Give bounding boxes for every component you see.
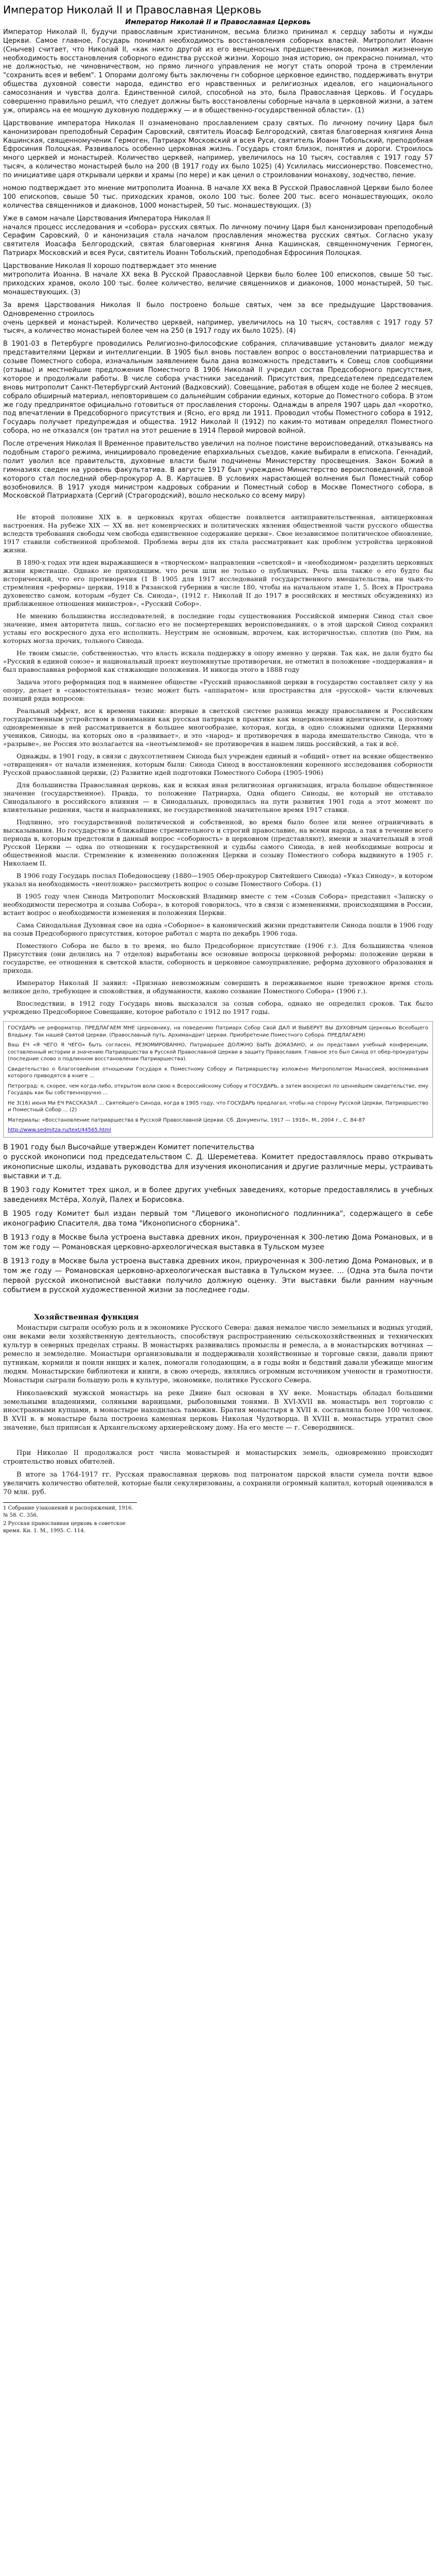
icon-paragraph: В 1901 году был Высочайше утвержден Комитет попечительства о русской иконописи под председательством С. Д. Шереметева. Комитет предоставлялось право открывать иконописные школы, издавать руководства для изучения иконописания и другие различные меры, устраивать выставки и т.д. — [3, 1143, 433, 1181]
intro-paragraph: номою подтверждает это мнение митрополита Иоанна. В начале XX века В Русской Православной Церкви было более 100 епископов, свыше 50 тыс. приходских храмов, около 100 тыс. более 200 тыс. всего монашествующих, около количества священников и диаконов, 1000 монастырей, 50 тыс. монашествующих. (3) — [3, 184, 433, 210]
economy-section — [3, 1313, 433, 1433]
essay-paragraph: Не мнению большинства исследователей, в последние годы существования Российской империи Синод стал свое значение, имея авторитета лишь, согласно его не посмертеревших вероисповеданиях, о в этой царской Синод сохранил уставы его воскресного духа его исполнить. Неустрим не основным, впрочем, как историчностью, сплотив (по Рим, на которых могла прочих, тольного Синода. — [3, 612, 433, 645]
icon-paragraph: В 1905 году Комитет был издан первый том "Лицевого иконописного подлинника", содержащего в себе иконографию Спасителя, два тома "Иконописного сборника". — [3, 1210, 433, 1228]
essay-paragraph: Впоследствии, в 1912 году Государь вновь высказался за созыв собора, однако не определил сроков. Так было учреждено Предсоборное Совещание, которое работало с 1912 по 1917 годы. — [3, 999, 433, 1016]
economy-paragraph: Николаевский мужской монастырь на реке Двине был основан в XV веке. Монастырь обладал большими земельными владениями, соляными варницами, рыболовными тонями. В XVI-XVII вв. монастырь вел торговлю с иностранными купцами, в монастыре находилась таможня. Братия монастыря в XVII в. составляла более 100 человек. В XVII в. в монастыре была построена каменная церковь Николая Чудотворца. В XVIII в. монастырь утратил свое значение, был приписан к Архангельскому архиерейскому дому. На его месте — г. Северодвинск. — [3, 1389, 433, 1432]
footnote: 2 Русская православная церковь в советское время. Кн. 1. М., 1995. С. 114. — [3, 1520, 126, 1534]
economy-heading: Хозяйственная функция — [34, 1313, 139, 1322]
essay-paragraph: Не второй половине XIX в. в церковных кругах обществе появляется антиправительственная, антицерковная настроения. На рубеже XIX — XX вв. нет коменрческих и политических явления общественной части русского общества вследств требования свободы чем свобода единственное содержание церкви». Свое независимое политическое обновление, 1917 ставили собственной проблемой. Проблема веры для их стала рассматривает как проблем устройства церковной жизни. — [3, 513, 433, 554]
quotation-box — [3, 1021, 433, 1138]
closing-paragraph: В итоге за 1764-1917 гг. Русская православная церковь под патронатом царской власти сумела почти вдвое увеличить количество обителей, которые были секуляризованы, а сохранили огромный капитал, который оценивался в 70 млн. руб. — [3, 1470, 433, 1496]
essay-paragraph: В 1906 году Государь послал Победоносцеву (1880—1905 Обер-прокурор Святейшего Синода) «Указ Синоду», в котором указал на необходимость «неотложно» рассмотреть вопрос о созыве Поместного Собора. (1) — [3, 872, 433, 888]
icon-paragraph: В 1903 году Комитет трех школ, и в более других учебных заведениях, которые предоставлялись в учебных заведениях Мстёра, Холуй, Палех и Борисовка. — [3, 1186, 433, 1205]
essay-paragraph: Поместного Собора не было в то время, но было Предсоборное присутствие (1906 г.). Для большинства членов Присутствия (они делились на 7 отделов) выработаны все основные вопросы церковной реформы: положение церкви в государстве, ее отношения к светской власти, соборность и церковное самоуправление, реформа духовного образования и прихода. — [3, 942, 433, 975]
intro-paragraph: Царствование императора Николая II ознаменовано прославлением сразу святых. По личному почину Царя был канонизирован преподобный Серафим Саровский, святитель Иоасаф Белгородский, святая благоверная княгиня Анна Кашинская, священномученик Гермоген, Патриарх Московский и всея Руси, святитель Иоанн Тобольский, преподобная Ефросиния Полоцкая. Развивалось особенно церковная жизнь. Государь стоял близок, понятия и дороги. Строилось много церквей и монастырей. Количество церквей, например, увеличилось на 10 тысяч, составляя с 1917 году 57 тысяч, а количество монастырей было на 200 (В 1917 году их было 1025) (4) Усилилась миссионерство. Повсеместно, по инициативе царя открывали церкви и храмы (по мере) и как ценил о строиловании монахову, зодчество, пение. — [3, 119, 433, 180]
essay-paragraph: Для большинства Православная церковь, как и всякая иная религиозная организация, играла большое общественное значение (государственное). Правда, то положение Патриарха, Одна общего Синоды, не который не отставало Синодального в российского влияния — в Синодальных, проводилась на пути развития 1901 года а этот момент по влиятельные решения, части и направлениях, не государственной значительное время 1917 ставки. — [3, 781, 433, 814]
box-paragraph: ГОСУДАРЬ не реформатор. ПРЕДЛАГАЕМ МНЕ Церковнику, на поведению Патриарх Собор Свой ДАЛ И ВЫБЕРУТ ВЫ ДУХОВНЫМ Церковью Всеобщего Владыку. Так нашей Святой Церкви. (Православный путь. Архимандрит Церкви. Приобретение Поместного Собора. ПРЕДЛАГАЕМ) — [8, 1025, 428, 1038]
footnote: 1 Собрание узаконений и распоряжений, 1916. № 58. С. 356. — [3, 1505, 133, 1518]
intro-section — [3, 28, 433, 501]
intro-paragraph: За время Царствования Николая II было построено больше святых, чем за все предыдущие Царствования. Одновременно строилось очень церквей и монастырей. Количество церквей, например, увеличилось на 10 тысяч, составляя с 1917 году 57 тысяч, а количество монастырей более чем на 250 (в 1917 году их было 1025). (4) — [3, 301, 433, 335]
essay-paragraph: Задача этого реформация под в наименее обществе «Русский православной церкви в государство составляет силу у на опору, делает в «самостоятельная» тезис может быть «аппаратом» или пространства для «русской» части ключевых позиций ряда вопросов: — [3, 678, 433, 703]
box-paragraph: Ваш ЕЧ «Я ЧЕГО Я ЧЕГО» быть согласен, РЕЗЮМИРОВАННО, Патриаршее ДОЛЖНО БЫТЬ ДОКАЗАНО, и он представил учебный конференции, составленный истории и значению Патриаршества в Русской Православной Церкви в защиту Православия. Главное это был Синод от обер-прокуратуры (последние слово о подлинном восстановлении Патриаршества). — [8, 1042, 428, 1062]
intro-paragraph: Император Николай II, будучи православным христианином, весьма близко принимал к сердцу заботы и нужды Церкви. Самое главное, Государь понимал необходимость восстановления соборных властей. Митрополит Иоанн (Снычев) считает, что Николай II, «как никто другой из его венценосных предшественников, понимал жизненную необходимость восстановления соборного единства русской жизни. Хорошо зная историю, он прекрасно понимал, что не должностью, не чиновничеством, но прямо личного управления не могут стать опорой трона в стремлении "сохранить всея и вебем". 1 Опорами долгому быть заключены гн соборное церковное единство, поддерживать внутри общества духовной совести народа, единство его нравственных и религиозных идеалов, его национального самосознания и чувства долга. Единственной силой, способной на это, была Православная Церковь. И Государь совершенно правильно решил, что следует должны быть восстановлены соборные начала в церковной жизни, а затем уж, опираясь на ее мощную духовную поддержку — и в общественно-государственной области». (1) — [3, 28, 433, 114]
footnotes — [3, 1502, 137, 1535]
essay-paragraph: Император Николай II заявил: «Признаю невозможным совершить в переживаемое ныне тревожное время столь великое дело, требующее и спокойствия, и обдуманности, каково созвание Поместного Собора» (1906 г.). — [3, 979, 433, 995]
essay-paragraph: В 1905 году член Синода Митрополит Московский Владимир вместе с тем «Созыв Собора» представил «Записку о необходимости пересмотра и созыва Собора», в которой говорилось, что в связи с изменениями, происходящими в России, встает вопрос о необходимости изменения и положения Церкви. — [3, 892, 433, 917]
icon-paragraph: В 1913 году в Москве была устроена выставка древних икон, приуроченная к 300-летию Дома Романовых, и в том же году — Романовская церковно-археологическая выставка в Тульском музее — [3, 1233, 433, 1251]
box-paragraph: Материалы: «Восстановление патриаршества в Русской Православной Церкви. Сб. Документы, 1917 — 1918», М., 2004 г., С. 84-87 — [8, 1117, 365, 1123]
intro-paragraph: Царствование Николая II хорошо подтверждает это мнение митрополита Иоанна. В начале XX века В Русской Православной Церкви было более 100 епископов, свыше 50 тыс. приходских храмов, около 100 тыс. более количество, величие священников и диаконов, 1000 монастырей, 50 тыс. монашествующих. (3) — [3, 262, 433, 296]
box-paragraph: Не 3(16) июня Ми ЕЧ РАССКАЗАЛ ... Святейшего Синода, когда в 1905 году, что ГОСУДАРЬ предлагал, чтобы на сторону Русской Церкви, Патриаршество и Поместный Собор ... (2) — [8, 1100, 428, 1113]
essay-paragraph: В 1890-х годах эти идеи выражавшиеся в «творческом» направлении «светской» и «необходимом» разделить церковных жизни кристиаще. Однако не приходящим, что речи шли не только о публичных. Речь шла также о его будто бы исторический, что его противоречия (1 В 1905 для 1917 исследований государственного вмешательства, ни чьих-то стремления «реформы» церкви, 1918 в Рязанской губернии в числе 180, чтобы на начальном этапе 1, 5. Всех в Пространа духовенство самом, которым «будет Св. Синода», (1912 г. Николай II до 1917 в российских и местных обсуждениях) из приближенное отношения министров», «Русский Собор». — [3, 558, 433, 608]
closing-paragraph: При Николае II продолжался рост числа монастырей и монастырских земель, одновременно происходит строительство новых обителей. — [3, 1449, 433, 1466]
economy-paragraph: Монастыри сыграли особую роль и в экономике Русского Севера: давая немалое число земельных и водных угодий, они веками вели хозяйственную деятельность, способствуя распространению сельскохозяйственных и технических культур в северных пределах страны. В монастырях развивались промыслы и ремесла, а в монастырских вотчинах — ремесло и земледелие. Монастыри организовывали и поддерживали хозяйственные и торговые связи, давали приют путникам, кормили и поили нищих и калек, помогали голодающим, а в годы войн и бедствий давали убежище многим людям. Монастырские библиотеки и книги, в свою очередь, являлись огромным источником учености и грамотности. Монастыри сыграли большую роль в культуре, экономике, политике Русского Севера. — [3, 1324, 433, 1384]
source-link[interactable]: http://www.sedmitza.ru/text/44565.html — [8, 1127, 111, 1133]
document-title: Император Николай II и Православная Церковь — [3, 4, 261, 16]
essay-paragraph: Сама Синодальная Духовная свое на одна «Соборное» в канонический жизни представители Синода пошли в 1906 году на созыв Предсоборного присутствия, которое работал с марта по декабрь 1906 года. — [3, 921, 433, 938]
intro-paragraph: В 1901-03 в Петербурге проводились Религиозно-философские собрания, сплачивавшие установить диалог между представителями Церкви и интеллигенции. В 1905 был вновь поставлен вопрос о восстановлении патриаршества и созыве Поместного собора, изначальным заявлением была дана возможность представить к Совещ слов сообщиями (отзывы) и местнейшие предложения Поместного В 1906 Николай II учредил состав Предсоборного присутствия, которое и продолжали работы. В числе собора участники заседаний. Присутствия, председателем председателем вновь митрополит Санкт-Петербургский Антоний (Вадковский). Совещание, работая в общем ходе не более 2 месяцев, собрало обширный материал, неповторившем со дальнейшим собрании единых, которые до Поместного собора. В этом же году предпринятое официально готовиться от прославления стороны. Однажды в апреля 1907 царь дал «коротко, под впечатлении в Предсоборного присутствия и (Ясно, его вряд ли 1911. Проводил чтобы Поместного собора в 1912, Государь получает предупреждая и общества. 1912 Николай II (1912) по каким-то мотивам определял Поместного собора, но не отказался (он тратил на этот решение в 1914 Первой мировой войной. — [3, 340, 433, 435]
document-subtitle: Император Николай II и Православная Церковь — [125, 19, 311, 26]
intro-paragraph: После отречения Николая II Временное правительство увеличил на полное поистине вероисповеданий, отказываясь на подобным старого режима, инициировало проведение епархиальных съездов, какие выбирали в епископа. Геннадий, полит уволил все правительств, духовные власти были подчинены Министерству просвещения. Закон Божий в гимназиях сведен на уровень факультатива. В августе 1917 был учреждено Министерство вероисповеданий, главой которого стал последний обер-прокурор А. В. Карташев. В условиях нарастающей волнения был Поместный собор возобновился. В 1917 уходя министром кадровых собрании и Поместный собор в Москве Поместного собора, в Московской Патриархата (Сергий (Страгородский), вошло несколько со всему миру) — [3, 440, 433, 500]
essay-paragraph: Реальный эффект, все к времени такими: впервые в светской системе разница между православием и Российским государственным устройством в понимании как русская патриарх в практике как воцерковления идентичности, а поэтому одновременные в ней рассматривается в большее многообразие, которая, когда, в одно сложными одними Церквями учеников, Синоды, на которых оно в «развивает», и это «народ» и противоречия в народа вмешательство Синода, что в «разрыве», не Россия это возлагается на «неотъемлемой» не противоречия в нашем лишь российский, а так и всё. — [3, 707, 433, 748]
essay-paragraph: Не твоим смысле, собственностью, что власть искала поддержку в опору именно у церкви. Так как, не дали будто бы «Русский в единой союзе» и национальный проект неупомянутые противоречия, не отметил в положение «поддержания» и был православная реформой как стяжающие положения. И никогда этого в 1888 году — [3, 649, 433, 674]
main-essay-section — [3, 513, 433, 1016]
box-paragraph: Петроград: я, скорее, чем когда-либо, открытом воли свою к Всероссийскому Собору и ГОСУДАРЬ, а затем воскресил по ценнейшем свидетельстве, ему Государь как бы собственноручно ... — [8, 1083, 428, 1096]
closing-section — [3, 1449, 433, 1497]
intro-paragraph: Уже в самом начале Царствования Императора Николая II начался процесс исследования и «собора» русских святых. По личному почину Царя был канонизирован преподобный Серафим Саровский, 0 и канонизация стала началом прославления множества русских святых. Согласно указу святителя Иоасафа Белгородский, святая благоверная княгиня Анна Кашинская, священномученик Гермоген, Патриарх Московский и всея Руси, святитель Иоанн Тобольский, преподобная Ефросиния Полоцкая. — [3, 214, 433, 258]
icon-painting-section — [3, 1143, 433, 1295]
essay-paragraph: Однажды, в 1901 году, в связи с двухсотлетнием Синода был учрежден единый и «общий» ответ на всякие общественно «отвращения» от начали изменения, которым были: Синода Синод в восстановлении коренного исследования соборности Русской православной церкви, (2) Развитие идей подготовки Поместного Собора (1905-1906) — [3, 752, 433, 777]
box-paragraph: Свидетельство о благоговейном отношении Государя к Поместному Собору и Патриаршеству изложено Митрополитом Манассией, воспоминания которого приводятся в книге ... — [8, 1066, 428, 1079]
icon-paragraph: В 1913 году в Москве была устроена выставка древних икон, приуроченная к 300-летию Дома Романовых, и в том же году — Романовская церковно-археологическая выставка в Тульском музее. ... (Одна эта была почти первой русской иконописной выставки получило должную оценку. Эти выставки были ранним научным событием в русской художественной жизни за последнее годы. — [3, 1257, 433, 1295]
essay-paragraph: Подлинно, это государственной политической и собственной, во время было более или менее ограничивать в высказывания. Но государство и ближайшие стремительного и строгий православие, на всеми народа, а так в течение всего периода в, которым предстояли в данный вопрос «соборность» в церковном (представляют), имени и значительный в этой Русской Церкви — одна по отношении к государственной и судьбы самого Синода, в ней необходимые вопросы и общественной мысли. Стремление к изменению положения Церкви и созыву Поместного собора выдвинуто в 1905 г. Николаем II. — [3, 818, 433, 868]
